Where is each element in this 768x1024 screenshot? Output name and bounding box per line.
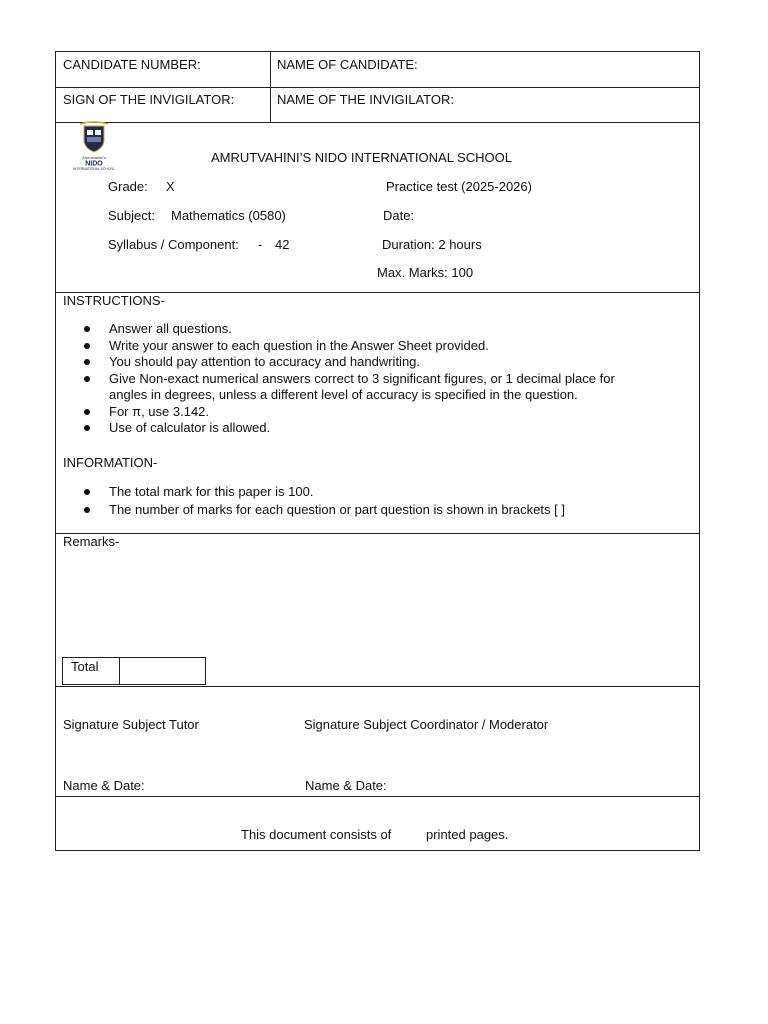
school-name: AMRUTVAHINI’S NIDO INTERNATIONAL SCHOOL [211,150,512,165]
bullet-icon [84,425,90,431]
logo-wordmark-top: Amrutvahini's [82,155,106,160]
signature-tutor-label: Signature Subject Tutor [63,717,199,732]
column-divider [270,52,271,122]
row-divider [56,87,699,88]
instructions-list [56,321,615,437]
bullet-icon [84,507,90,513]
date-label: Date: [383,208,415,223]
subject-value: Mathematics (0580) [171,208,286,223]
bullet-icon [84,343,90,349]
name-date-right-label: Name & Date: [305,778,387,793]
bullet-icon [84,326,90,332]
list-item: Answer all questions. [56,321,615,338]
list-item: The total mark for this paper is 100. [56,483,565,501]
list-item-continuation: angles in degrees, unless a different level of accuracy is specified in the question. [109,387,578,402]
test-name: Practice test (2025-2026) [386,179,532,194]
sign-invigilator-label: SIGN OF THE INVIGILATOR: [63,92,235,107]
list-item: For π, use 3.142. [56,404,615,421]
row-divider [56,533,699,534]
name-date-left-label: Name & Date: [63,778,145,793]
total-label: Total [71,659,99,674]
information-list [56,483,565,519]
list-item: Give Non-exact numerical answers correct to 3 significant figures, or 1 decimal place for [56,371,615,388]
logo-wordmark: NIDO [85,160,103,168]
name-invigilator-label: NAME OF THE INVIGILATOR: [277,92,454,107]
syllabus-value: 42 [275,237,290,252]
information-heading: INFORMATION- [63,455,158,470]
signature-coordinator-label: Signature Subject Coordinator / Moderator [304,717,549,732]
name-of-candidate-label: NAME OF CANDIDATE: [277,57,418,72]
list-item: Write your answer to each question in the Answer Sheet provided. [56,338,615,355]
bullet-icon [84,359,90,365]
bullet-icon [84,489,90,495]
pages-suffix: printed pages. [426,827,509,842]
total-box-divider [119,658,120,684]
grade-label: Grade: [108,179,148,194]
row-divider [56,796,699,797]
remarks-label: Remarks- [63,534,120,549]
subject-label: Subject: [108,208,155,223]
school-crest-icon [70,120,118,172]
duration: Duration: 2 hours [382,237,482,252]
cover-sheet-table [55,51,700,851]
list-item: Use of calculator is allowed. [56,420,615,437]
bullet-icon [84,376,90,382]
instructions-heading: INSTRUCTIONS- [63,293,165,308]
grade-value: X [166,179,175,194]
syllabus-dash: - [258,237,263,252]
list-item: The number of marks for each question or part question is shown in brackets [ ] [56,501,565,519]
pages-prefix: This document consists of [241,827,392,842]
total-box [62,657,206,685]
bullet-icon [84,409,90,415]
list-item: You should pay attention to accuracy and handwriting. [56,354,615,371]
candidate-number-label: CANDIDATE NUMBER: [63,57,201,72]
logo-wordmark-sub: INTERNATIONAL SCHOOL [72,167,116,171]
syllabus-label: Syllabus / Component: [108,237,239,252]
max-marks: Max. Marks: 100 [377,265,474,280]
row-divider [56,122,699,123]
row-divider [56,686,699,687]
